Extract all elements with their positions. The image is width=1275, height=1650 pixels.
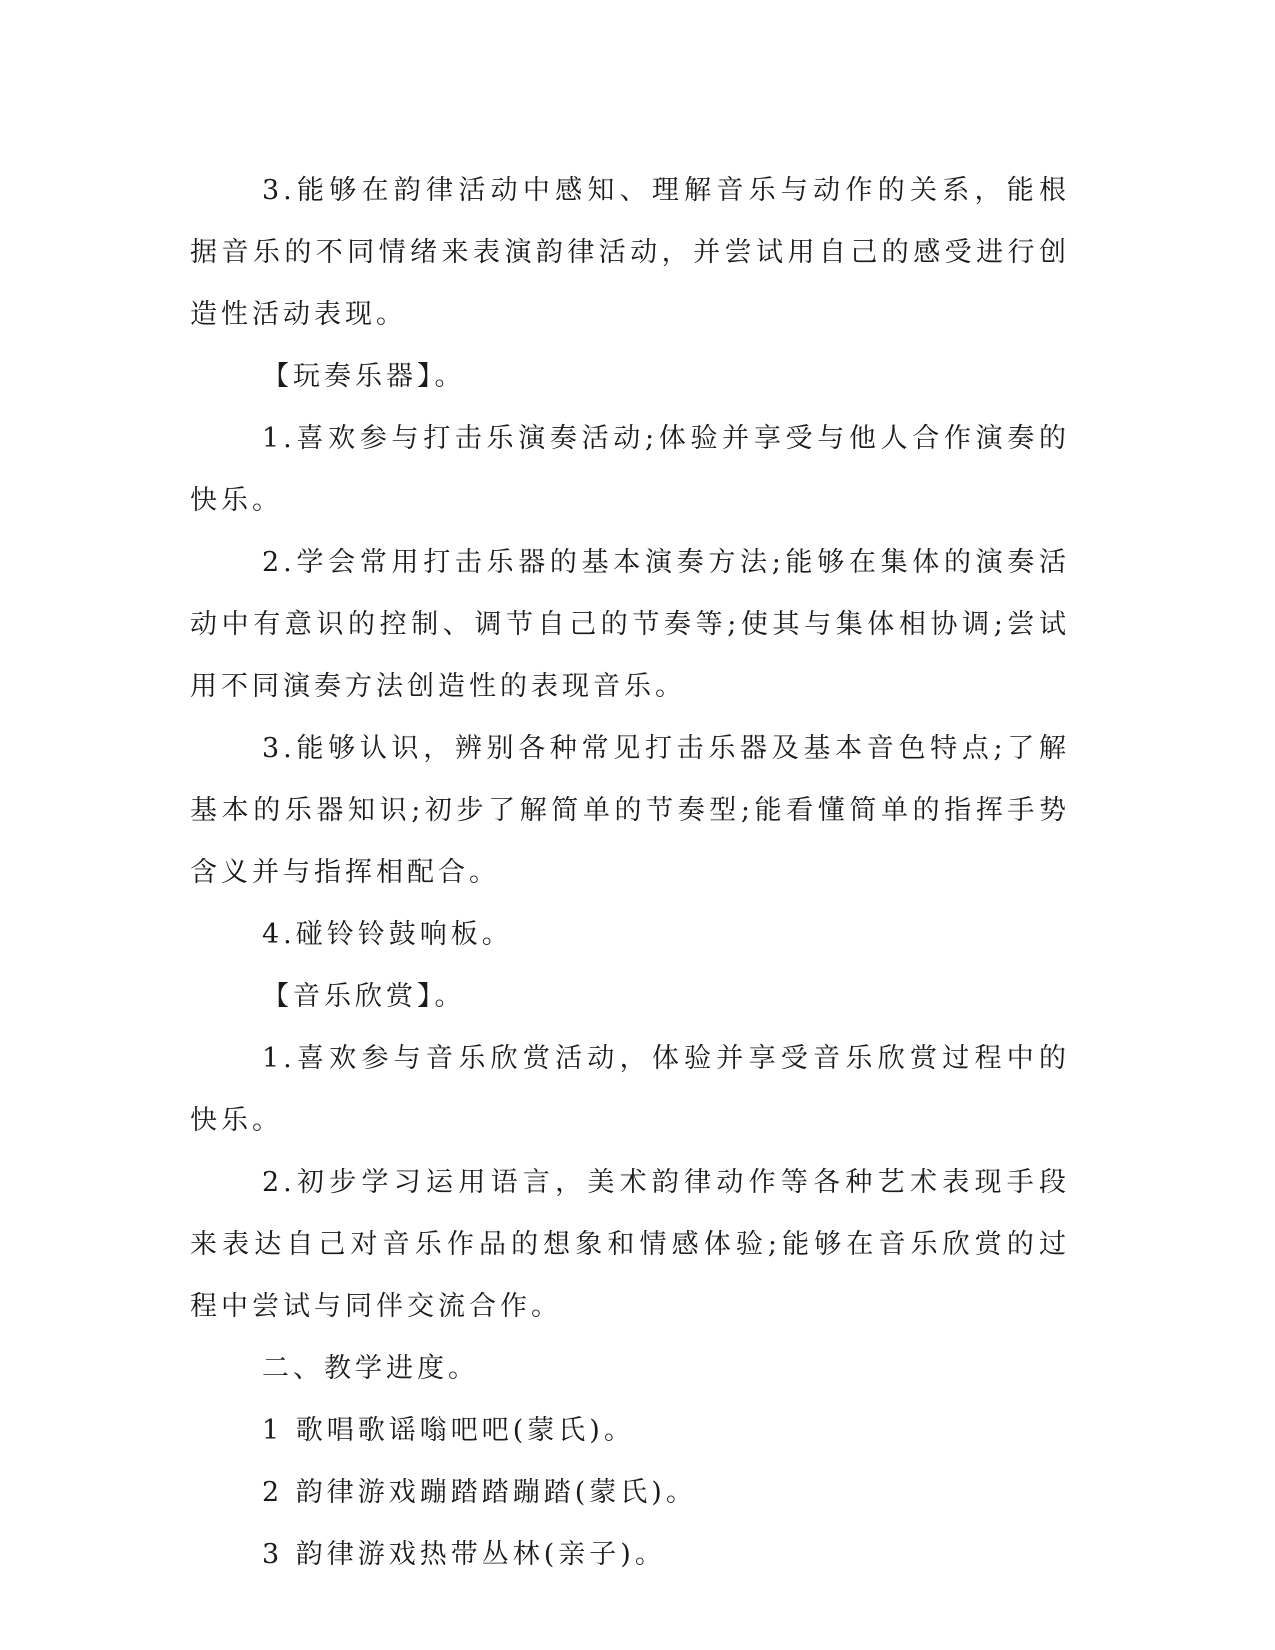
paragraph-rhythm-goal-3: 3.能够在韵律活动中感知、理解音乐与动作的关系，能根据音乐的不同情绪来表演韵律活动，并尝试用自己的感受进行创造性活动表现。 [190, 175, 1070, 330]
progress-item-1: 1 歌唱歌谣嗡吧吧(蒙氏)。 [262, 1415, 635, 1446]
paragraph-instrument-goal-1: 1.喜欢参与打击乐演奏活动;体验并享受与他人合作演奏的快乐。 [190, 423, 1070, 516]
heading-play-instruments: 【玩奏乐器】。 [262, 361, 466, 392]
paragraph-instrument-goal-4: 4.碰铃铃鼓响板。 [262, 919, 513, 950]
paragraph-instrument-goal-2: 2.学会常用打击乐器的基本演奏方法;能够在集体的演奏活动中有意识的控制、调节自己的节奏等;使其与集体相协调;尝试用不同演奏方法创造性的表现音乐。 [190, 547, 1070, 702]
paragraph-appreciation-goal-2: 2.初步学习运用语言，美术韵律动作等各种艺术表现手段来表达自己对音乐作品的想象和情感体验;能够在音乐欣赏的过程中尝试与同伴交流合作。 [190, 1167, 1070, 1322]
document-body [190, 160, 1070, 1586]
heading-teaching-progress: 二、教学进度。 [262, 1353, 479, 1384]
progress-item-2: 2 韵律游戏蹦踏踏蹦踏(蒙氏)。 [262, 1477, 697, 1508]
heading-music-appreciation: 【音乐欣赏】。 [262, 981, 466, 1012]
paragraph-instrument-goal-3: 3.能够认识，辨别各种常见打击乐器及基本音色特点;了解基本的乐器知识;初步了解简单的节奏型;能看懂简单的指挥手势含义并与指挥相配合。 [190, 733, 1070, 888]
progress-item-3: 3 韵律游戏热带丛林(亲子)。 [262, 1539, 666, 1570]
paragraph-appreciation-goal-1: 1.喜欢参与音乐欣赏活动，体验并享受音乐欣赏过程中的快乐。 [190, 1043, 1070, 1136]
